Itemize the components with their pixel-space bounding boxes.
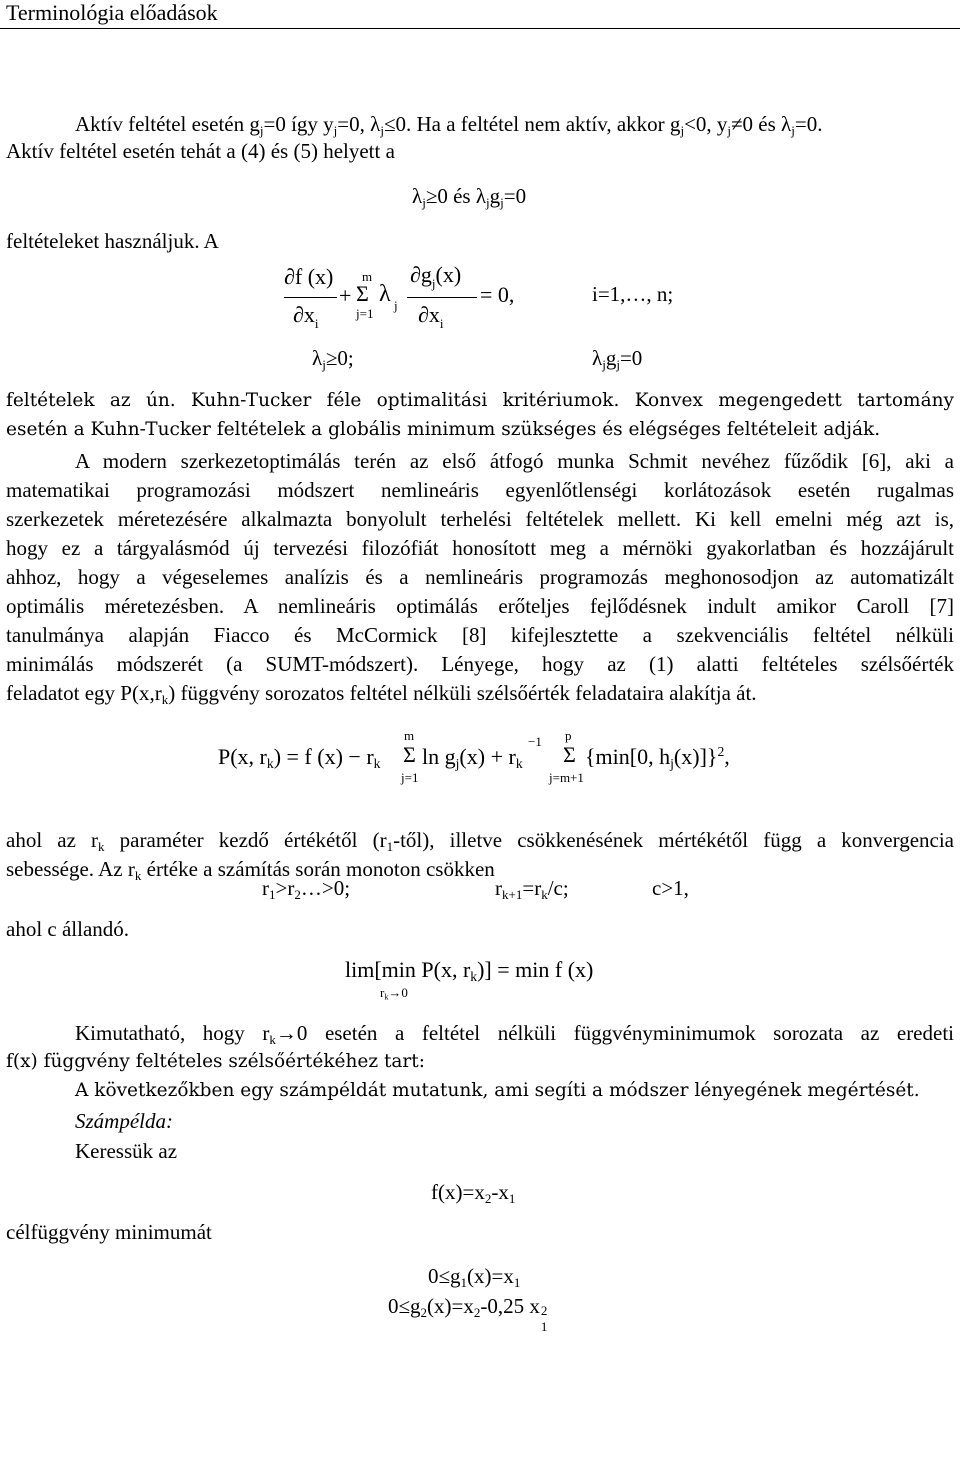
text-line-p6: ahol c állandó. — [6, 917, 130, 941]
header-title: Terminológia előadások — [6, 0, 218, 25]
text-line-p4-3: szerkezetek méretezésére alkalmazta bonyolult terhelési feltételek mellett. Ki kell emelni még azt is, — [6, 507, 954, 531]
text-line-p5-2: sebessége. Az $r_k$ értéke a számítás során monoton csökken — [6, 857, 495, 883]
equation-complementarity: $\lambda_j\ge 0$ és $\lambda_jg_j=0$ — [412, 184, 527, 210]
text-line-p4-8: minimálás módszerét (a SUMT-módszert). Lényege, hogy az (1) alatti feltételes szélsőérték — [6, 652, 954, 676]
example-objective: $f(x)=x_2-x_1$ — [431, 1180, 516, 1206]
text-line-p4-4: hogy ez a tárgyalásmód új tervezési filozófiát honosított meg a mérnöki gyakorlatban és hozzájárult — [6, 536, 954, 560]
text-line-p7-3: A következőkben egy számpéldát mutatunk, ami segíti a módszer lényegének megértését. — [75, 1080, 920, 1101]
example-title: Számpélda: — [75, 1109, 173, 1133]
text-line-p4-1: A modern szerkezetoptimálás terén az első átfogó munka Schmit nevéhez fűződik [6], aki a — [75, 449, 954, 473]
text-line-2: Aktív feltétel esetén tehát a (4) és (5) helyett a — [6, 139, 395, 163]
example-objective-label: célfüggvény minimumát — [6, 1220, 212, 1244]
example-constraint-1: $0\le g_1(x)=x_1$ — [428, 1264, 521, 1290]
text-line-p4-2: matematikai programozási módszert nemlineáris egyenlőtlenségi korlátozások esetén rugalmas — [6, 478, 954, 502]
text-line-3: feltételeket használjuk. A — [6, 229, 219, 253]
equation-rk-update: $r_{k+1}=r_k/c$; — [495, 876, 569, 902]
equation-c-condition: c>1, — [652, 876, 689, 900]
text-line-kt-1: feltételek az ún. Kuhn-Tucker féle optimalitási kritériumok. Konvex megengedett tartomány — [6, 390, 954, 411]
text-line-p4-6: optimális méretezésben. A nemlineáris optimálás erőteljes fejlődésnek indult amikor Caroll [7] — [6, 594, 954, 618]
text-line-p4-7: tanulmánya alapján Fiacco és McCormick [8] kifejlesztette a szekvenciális feltétel nélküli — [6, 623, 954, 647]
text-line-1: Aktív feltétel esetén $g_j=0$ így $y_j=0$, $\lambda_j\le 0$. Ha a feltétel nem aktív, akkor $g_j<0$, $y_j\ne 0$ és $\lambda_j=0$. — [75, 112, 823, 138]
example-search-text: Keressük az — [75, 1139, 178, 1163]
equation-limit: lim[min P(x, $r_k)] = \min f$ (x) — [345, 957, 594, 985]
text-line-p5-1: ahol az $r_k$ paraméter kezdő értékétől $(r_1-től)$, illetve csökkenésének mértékétől függ a konvergencia — [6, 828, 954, 854]
text-line-p4-5: ahhoz, hogy a végeselemes analízis és a nemlineáris programozás meghonosodjon az automatizált — [6, 565, 954, 589]
text-line-p7-2: f(x) függvény feltételes szélsőértékéhez tart: — [6, 1051, 425, 1072]
example-constraint-2: $0\le g_2(x)=x_2-0,25$ x 2 1 — [388, 1294, 548, 1334]
text-line-kt-2: esetén a Kuhn-Tucker feltételek a globális minimum szükséges és elégséges feltételeit adják. — [6, 419, 881, 440]
limit-subscript: $r_k\to 0$ — [380, 985, 408, 1002]
page-header — [0, 0, 960, 29]
text-line-p4-9: feladatot egy $P(x,r_k)$ függvény sorozatos feltétel nélküli szélsőérték feladataira alakítja át. — [6, 681, 757, 707]
text-line-p7-1: Kimutatható, hogy $r_k\to 0$ esetén a feltétel nélküli függvényminimumok sorozata az eredeti — [75, 1021, 954, 1047]
equation-sequence: $r_1>r_2\dots>0$; — [262, 876, 351, 902]
